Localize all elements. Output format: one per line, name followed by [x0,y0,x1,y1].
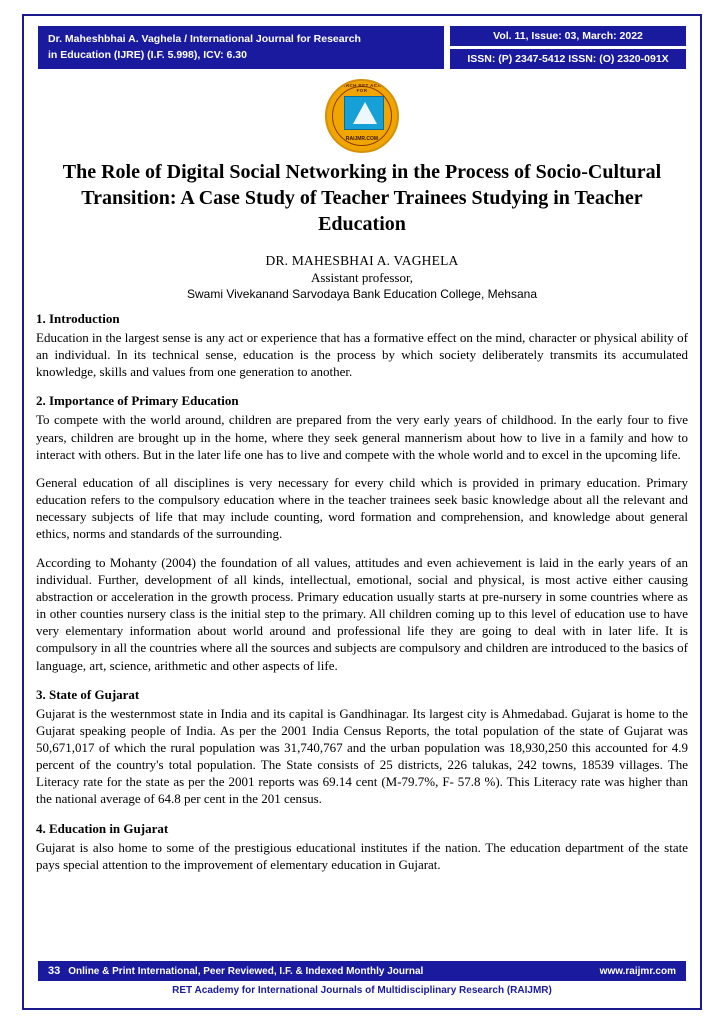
header-volume-issue: Vol. 11, Issue: 03, March: 2022 [450,26,686,46]
author-block [30,253,694,301]
footer-tagline: Online & Print International, Peer Reviewed, I.F. & Indexed Monthly Journal [68,966,424,977]
author-role: Assistant professor, [310,270,414,285]
header-line-2: in Education (IJRE) (I.F. 5.998), ICV: 6.30 [48,49,247,62]
author-name: DR. MAHESBHAI A. VAGHELA [265,253,459,268]
article-body [30,311,694,873]
footer-bar [38,961,686,981]
header-issn: ISSN: (P) 2347-5412 ISSN: (O) 2320-091X [450,49,686,69]
page-content [30,22,694,1002]
paragraph: Education in the largest sense is any act or experience that has a formative effect on the mind, character or physical ability of an individual. In its technical sense, education is the process by which society deliberately transmits its accumulated knowledge, skills and values from one generation to another. [36,330,688,380]
paragraph: Gujarat is also home to some of the prestigious educational institutes if the nation. The education department of the state pays special attention to the improvement of elementary education in Gujarat. [36,839,688,872]
logo-top-text: RESEARCH RET ACADEMY FOR [328,83,396,93]
section-heading-education-in-gujarat: 4. Education in Gujarat [36,820,169,836]
raijmr-logo-icon [325,79,399,153]
paragraph: Gujarat is the westernmost state in India and its capital is Gandhinagar. Its largest city is Ahmedabad. Gujarat is home to the Gujarat speaking people of India. As per the 2001 India Census Reports, the total population of the state of Gujarat was 50,671,017 of which the rural population was 31,740,767 and the urban population was 18,930,250 this accounted for 4.9 percent of the country's total population. The State consists of 25 districts, 226 talukas, 242 towns, 18539 villages. The Literacy rate for the state as per the 2001 reports was 69.14 cent (M-79.7%, F- 57.8 %). This Literacy rate was higher than the national average of 64.8 per cent in the 201 census. [36,705,688,807]
footer-left [48,965,423,977]
section-heading-importance-of-primary-education: 2. Importance of Primary Education [36,393,239,409]
logo-bottom-text: RAIJMR.COM [345,136,379,142]
page-header [30,26,694,69]
author-affiliation: Swami Vivekanand Sarvodaya Bank Education College, Mehsana [187,287,537,301]
page-footer [38,961,686,996]
header-line-1: Dr. Maheshbhai A. Vaghela / International Journal for Research [48,33,361,45]
paragraph: To compete with the world around, children are prepared from the very early years of childhood. In the early four to five years, children are brought up in the home, where they seek general mannerism about how to live in a family and how to interact with others. But in the later life one has to live and compete with the whole world and to excel in the upcoming life. [36,412,688,462]
header-issue-info [450,26,686,69]
section-heading-introduction: 1. Introduction [36,311,120,326]
journal-logo-wrap [30,79,694,153]
header-journal-info [38,26,444,69]
logo-inner-square [344,96,384,130]
footer-publisher: RET Academy for International Journals of Multidisciplinary Research (RAIJMR) [172,985,552,996]
footer-page-number: 33 [48,965,61,977]
page-title: The Role of Digital Social Networking in the Process of Socio-Cultural Transition: A Case Study of Teacher Trainees Studying in Teacher Education [62,161,662,235]
paragraph: General education of all disciplines is very necessary for every child which is provided in primary education. Primary education refers to the compulsory education where in the teacher trainees seek basic knowledge about all the relevant and necessary subjects of life that may include counting, word formation and comprehension, and knowledge about general ethics, norms and standards of the surrounding. [36,474,688,542]
footer-website-link[interactable]: www.raijmr.com [599,965,676,977]
section-heading-state-of-gujarat: 3. State of Gujarat [36,686,140,702]
paragraph: According to Mohanty (2004) the foundation of all values, attitudes and even achievement is laid in the early years of an individual. Further, development of all kinds, intellectual, emotional, social and physical, is most active either causing abstraction or acceleration in the growth process. Primary education usually starts at pre-nursery in some countries where as in other counties nursery class is the initial step to the primary. All children coming up to this level of education use to have very elementary information about world around and professional life they are going to deal with in later life. It is compulsory in all the countries where all the sources and subjects are compulsory and children are introduced to the basics of language, art, science, arithmetic and other aspects of life. [36,554,688,673]
